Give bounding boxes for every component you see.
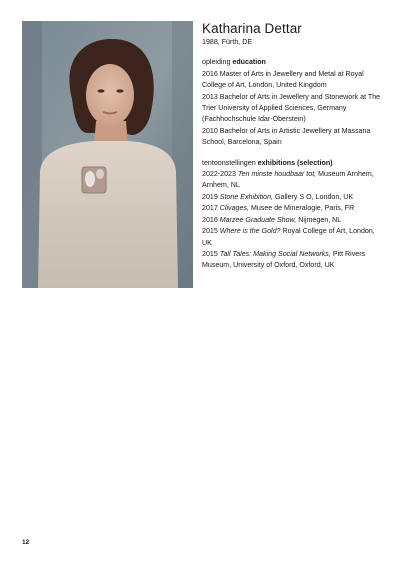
education-list	[202, 69, 384, 149]
biography-column	[202, 21, 384, 281]
exhibition-title: Where is the Gold?	[219, 227, 281, 236]
education-heading	[202, 57, 384, 68]
exhibition-year: 2017	[202, 204, 218, 213]
exhibition-year: 2015	[202, 249, 218, 258]
exhibition-year: 2019	[202, 192, 218, 201]
exhibitions-heading	[202, 158, 384, 169]
exhibition-venue: Gallery S O, London, UK	[275, 192, 354, 201]
exhibition-entry	[202, 203, 384, 214]
exhibition-venue: Museum Arnhem, Arnhem, NL	[202, 170, 374, 190]
exhibition-entry	[202, 169, 384, 192]
exhibition-venue: Royal College of Art, London, UK	[202, 227, 375, 247]
education-entry: 2013 Bachelor of Arts in Jewellery and Stonework at The Trier University of Applied Sciences, Germany (Fachhochschule Idar-Oberstein)	[202, 92, 381, 124]
exhibition-year: 2015	[202, 227, 218, 236]
exhibitions-list	[202, 169, 384, 272]
exhibition-venue: Musee de Mineralogie, Paris, FR	[250, 204, 355, 213]
artist-portrait-photo	[22, 21, 193, 288]
education-entry: 2010 Bachelor of Arts in Artistic Jewellery at Massana School, Barcelona, Spain	[202, 126, 371, 147]
artist-name: Katharina Dettar	[202, 21, 302, 36]
exhibitions-heading-nl: tentoonstellingen	[202, 158, 256, 167]
birth-info: 1988, Fürth, DE	[202, 38, 253, 46]
exhibition-entry	[202, 215, 384, 226]
exhibitions-heading-en: exhibitions (selection)	[257, 158, 333, 167]
exhibition-title: Tall Tales: Making Social Networks,	[219, 249, 331, 258]
exhibition-entry	[202, 226, 384, 249]
exhibition-entry	[202, 249, 384, 272]
exhibition-venue: Nijmegen, NL	[298, 215, 342, 224]
education-entry: 2016 Master of Arts in Jewellery and Metal at Royal College of Art, London, United Kingdom	[202, 69, 364, 90]
exhibition-year: 2016	[202, 215, 218, 224]
exhibition-entry	[202, 192, 384, 203]
exhibition-venue: Pitt Rivers Museum, University of Oxford, Oxford, UK	[202, 249, 366, 270]
exhibition-title: Stone Exhibition,	[219, 192, 274, 201]
page-number: 12	[22, 539, 30, 546]
education-heading-en: education	[232, 58, 266, 67]
exhibition-title: Ten minste houdbaar tot,	[237, 170, 317, 179]
exhibition-title: Clivages,	[219, 204, 249, 213]
exhibition-title: Marzee Graduate Show,	[219, 215, 297, 224]
exhibition-year: 2022-2023	[202, 170, 236, 179]
education-heading-nl: opleiding	[202, 58, 231, 67]
